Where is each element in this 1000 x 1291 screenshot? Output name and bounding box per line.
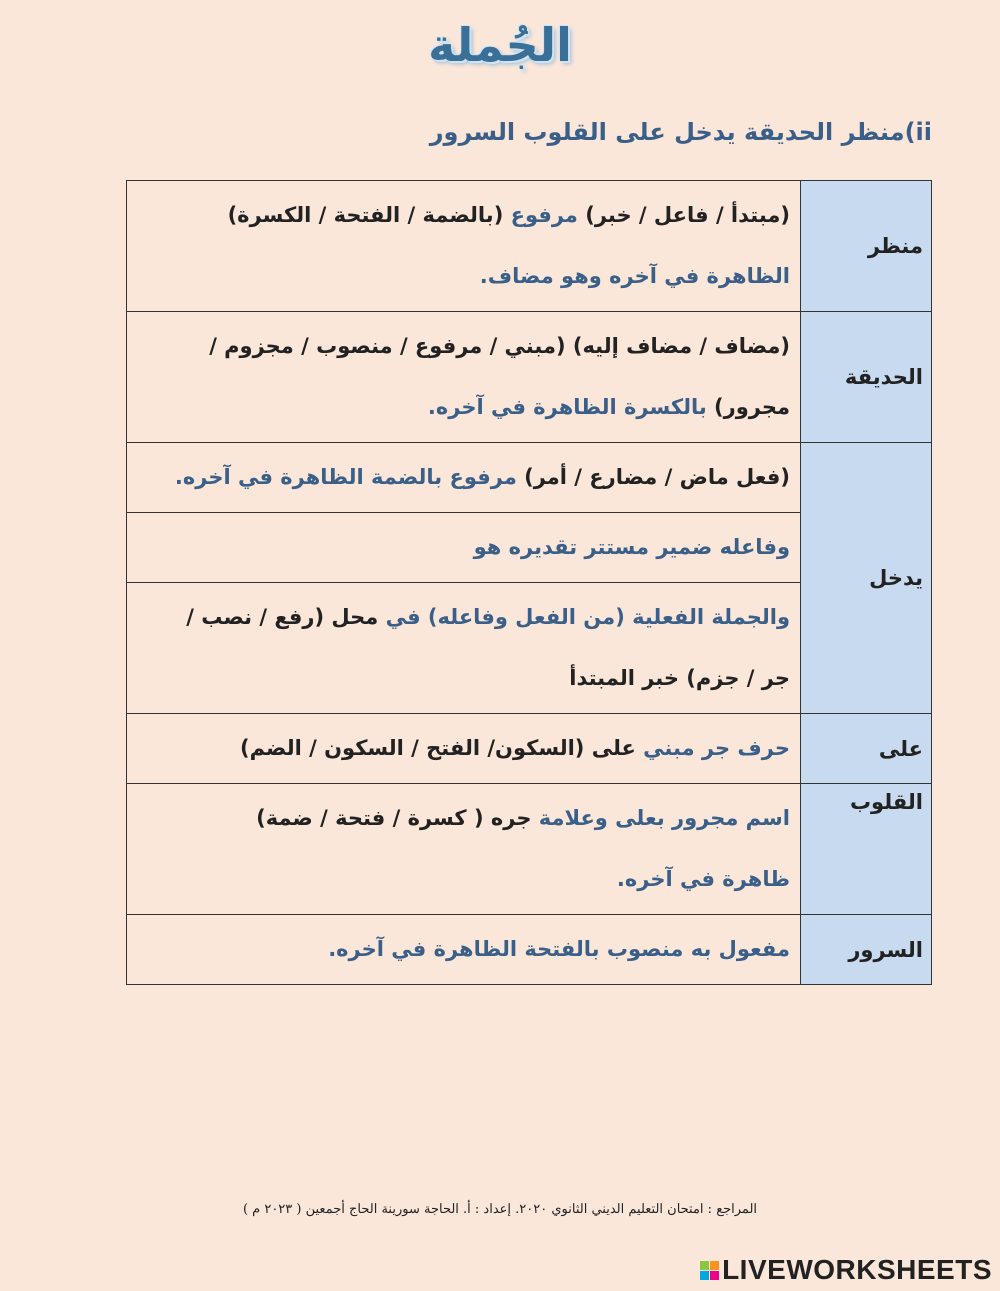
table-row [127,915,932,985]
word-cell: الحديقة [801,312,932,443]
description-cell [127,583,801,714]
desc-segment: (مضاف / مضاف إليه) (مبني / مرفوع / منصوب / مجزوم / [209,334,790,358]
description-cell [127,443,801,513]
logo-squares-icon [700,1261,719,1280]
desc-line [137,788,790,849]
desc-segment: مرفوع بالضمة الظاهرة في آخره. [174,465,517,489]
desc-line [137,587,790,648]
table-row [127,443,932,513]
desc-segment: مرفوع [503,203,578,227]
description-cell [127,181,801,312]
desc-segment: (فعل ماض / مضارع / أمر) [516,465,790,489]
table-row [127,784,932,915]
desc-segment: جره ( كسرة / فتحة / ضمة) [256,806,532,830]
word-cell: السرور [801,915,932,985]
desc-segment: مفعول به منصوب بالفتحة الظاهرة في آخره. [328,937,790,961]
desc-segment: اسم مجرور بعلى وعلامة [531,806,790,830]
desc-segment: (بالضمة / الفتحة / الكسرة) [227,203,504,227]
desc-segment: وفاعله ضمير مستتر تقديره هو [473,535,790,559]
description-cell [127,312,801,443]
desc-line [137,447,790,508]
logo-square [700,1271,709,1280]
liveworksheets-logo[interactable] [700,1254,992,1286]
table-row [127,714,932,784]
parsing-table [126,180,932,985]
logo-square [710,1271,719,1280]
desc-segment: محل (رفع / نصب / [186,605,379,629]
word-cell: منظر [801,181,932,312]
logo-text: LIVEWORKSHEETS [722,1254,992,1285]
description-cell [127,714,801,784]
references-footer: المراجع : امتحان التعليم الديني الثانوي ٢٠٢٠. إعداد : أ. الحاجة سورينة الحاج أجمعين ( ٢٠٢٣ م ) [242,1202,758,1217]
desc-segment: ظاهرة في آخره. [616,867,790,891]
desc-line [137,919,790,980]
desc-segment: بالكسرة الظاهرة في آخره. [427,395,707,419]
desc-line [137,246,790,307]
table-row [127,181,932,312]
word-cell: يدخل [801,443,932,714]
desc-segment: مجرور) [706,395,790,419]
desc-segment: (مبتدأ / فاعل / خبر) [577,203,790,227]
description-cell [127,915,801,985]
desc-segment: والجملة الفعلية (من الفعل وفاعله) في [378,605,790,629]
desc-segment: الظاهرة في آخره وهو مضاف. [479,264,790,288]
table-row [127,312,932,443]
word-cell: القلوب [801,784,932,915]
description-cell [127,784,801,915]
desc-line [137,849,790,910]
desc-line [137,718,790,779]
word-cell: على [801,714,932,784]
desc-segment: على (السكون/ الفتح / السكون / الضم) [239,736,636,760]
desc-segment: حرف جر مبني [635,736,790,760]
desc-line [137,185,790,246]
page-title: الجُملة [428,18,572,72]
desc-segment: جر / جزم) خبر المبتدأ [569,666,790,690]
logo-square [710,1261,719,1270]
sentence-heading: ii)منظر الحديقة يدخل على القلوب السرور [429,118,932,146]
desc-line [137,517,790,578]
description-cell [127,513,801,583]
logo-square [700,1261,709,1270]
desc-line [137,377,790,438]
desc-line [137,648,790,709]
desc-line [137,316,790,377]
